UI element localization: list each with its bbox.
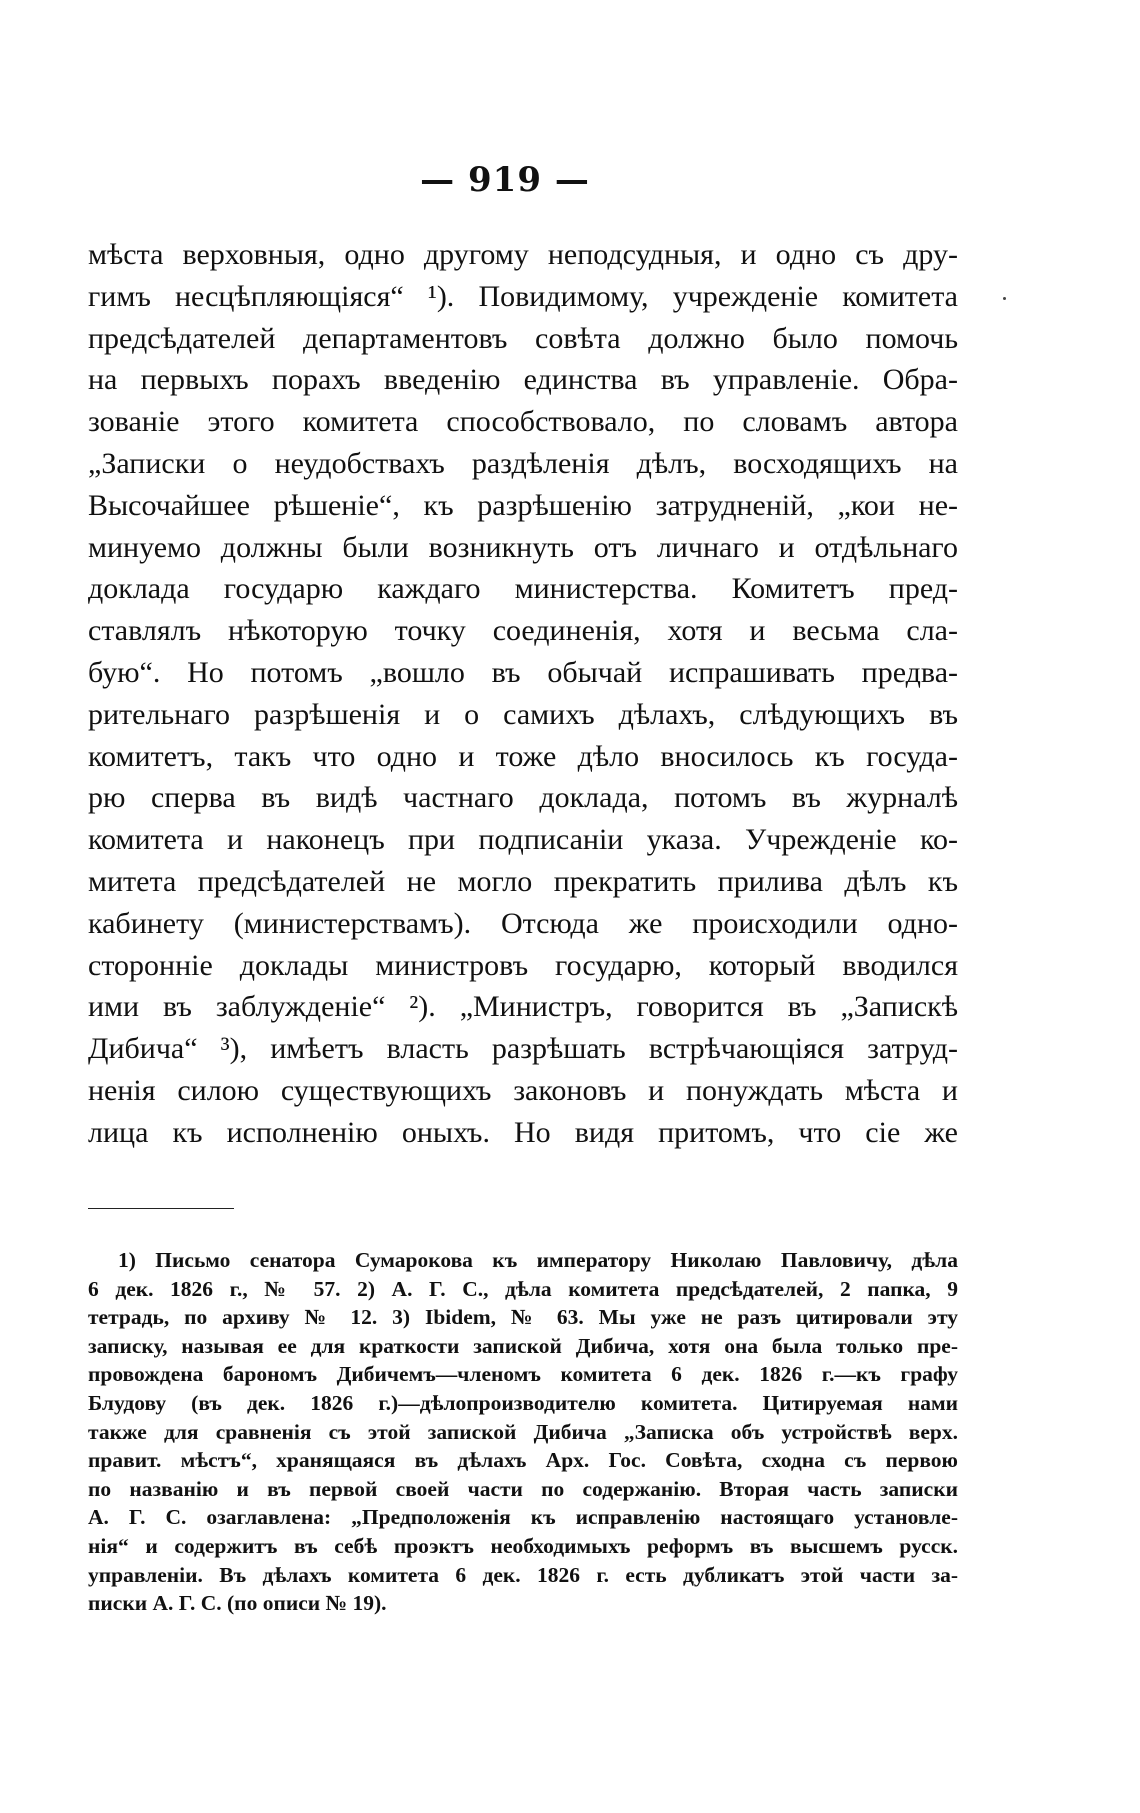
text-line: мѣста верховныя, одно другому неподсудныя, и одно съ дру- bbox=[88, 238, 958, 271]
text-line: „Записки о неудобствахъ раздѣленія дѣлъ, восходящихъ на bbox=[88, 446, 958, 480]
footnotes bbox=[88, 1246, 958, 1618]
text-line: комитета и наконецъ при подписаніи указа. Учрежденіе ко- bbox=[88, 823, 958, 857]
footnote-line: по названію и въ первой своей части по содержанію. Вторая часть записки bbox=[88, 1476, 958, 1501]
footnote-line: управленіи. Въ дѣлахъ комитета 6 дек. 1826 г. есть дубликатъ этой части за- bbox=[88, 1562, 958, 1587]
text-line: сторонніе доклады министровъ государю, который вводился bbox=[88, 948, 958, 982]
footnote-line: провождена барономъ Дибичемъ—членомъ комитета 6 дек. 1826 г.—къ графу bbox=[88, 1362, 958, 1387]
footnote-line: 1) Письмо сенатора Сумарокова къ императору Николаю Павловичу, дѣла bbox=[118, 1248, 958, 1272]
footnote-line: 6 дек. 1826 г., № 57. 2) А. Г. С., дѣла комитета предсѣдателей, 2 папка, 9 bbox=[88, 1276, 958, 1301]
footnote-line: Блудову (въ дек. 1826 г.)—дѣлопроизводителю комитета. Цитируемая нами bbox=[88, 1390, 958, 1415]
text-line: Дибича“ ³), имѣетъ власть разрѣшать встрѣчающіяся затруд- bbox=[88, 1032, 958, 1066]
text-line: комитетъ, такъ что одно и тоже дѣло вносилось къ госуда- bbox=[88, 739, 958, 773]
text-line: минуемо должны были возникнуть отъ личнаго и отдѣльнаго bbox=[88, 530, 958, 564]
footnote-line: тетрадь, по архиву № 12. 3) Ibidem, № 63. Мы уже не разъ цитировали эту bbox=[88, 1305, 958, 1330]
text-line: рю сперва въ видѣ частнаго доклада, потомъ въ журналѣ bbox=[88, 781, 958, 815]
text-line: ненія силою существующихъ законовъ и понуждать мѣста и bbox=[88, 1073, 958, 1107]
footnote-line: нія“ и содержитъ въ себѣ проэктъ необходимыхъ реформъ въ высшемъ русск. bbox=[88, 1533, 958, 1558]
text-line: зованіе этого комитета способствовало, по словамъ автора bbox=[88, 405, 958, 439]
margin-speck bbox=[1003, 297, 1006, 300]
main-text bbox=[88, 234, 958, 1154]
text-line: ставлялъ нѣкоторую точку соединенія, хотя и весьма сла- bbox=[88, 614, 958, 648]
footnote-line: правит. мѣстъ“, хранящаяся въ дѣлахъ Арх. Гос. Совѣта, сходна съ первою bbox=[88, 1448, 958, 1473]
text-line: кабинету (министерствамъ). Отсюда же происходили одно- bbox=[88, 906, 958, 940]
footnote-separator bbox=[88, 1208, 234, 1209]
text-line: доклада государю каждаго министерства. Комитетъ пред- bbox=[88, 572, 958, 606]
text-line: бую“. Но потомъ „вошло въ обычай испрашивать предва- bbox=[88, 655, 958, 689]
text-line: ими въ заблужденіе“ ²). „Министръ, говорится въ „Запискѣ bbox=[88, 990, 958, 1024]
page-number: — 919 — bbox=[420, 160, 590, 200]
footnote-line: писки А. Г. С. (по описи № 19). bbox=[88, 1591, 387, 1616]
text-line: лица къ исполненію оныхъ. Но видя притомъ, что сіе же bbox=[88, 1115, 958, 1149]
text-line: предсѣдателей департаментовъ совѣта должно было помочь bbox=[88, 321, 958, 355]
text-line: гимъ несцѣпляющіяся“ ¹). Повидимому, учрежденіе комитета bbox=[88, 279, 958, 313]
footnote-line: записку, называя ее для краткости запиской Дибича, хотя она была только пре- bbox=[88, 1333, 958, 1358]
footnote-line: А. Г. С. озаглавлена: „Предположенія къ исправленію настоящаго установле- bbox=[88, 1505, 958, 1530]
text-line: Высочайшее рѣшеніе“, къ разрѣшенію затрудненій, „кои не- bbox=[88, 488, 958, 522]
text-line: митета предсѣдателей не могло прекратить прилива дѣлъ къ bbox=[88, 864, 958, 898]
footnote-line: также для сравненія съ этой запиской Дибича „Записка объ устройствѣ верх. bbox=[88, 1419, 958, 1444]
text-line: рительнаго разрѣшенія и о самихъ дѣлахъ, слѣдующихъ въ bbox=[88, 697, 958, 731]
text-line: на первыхъ порахъ введенію единства въ управленіе. Обра- bbox=[88, 363, 958, 397]
